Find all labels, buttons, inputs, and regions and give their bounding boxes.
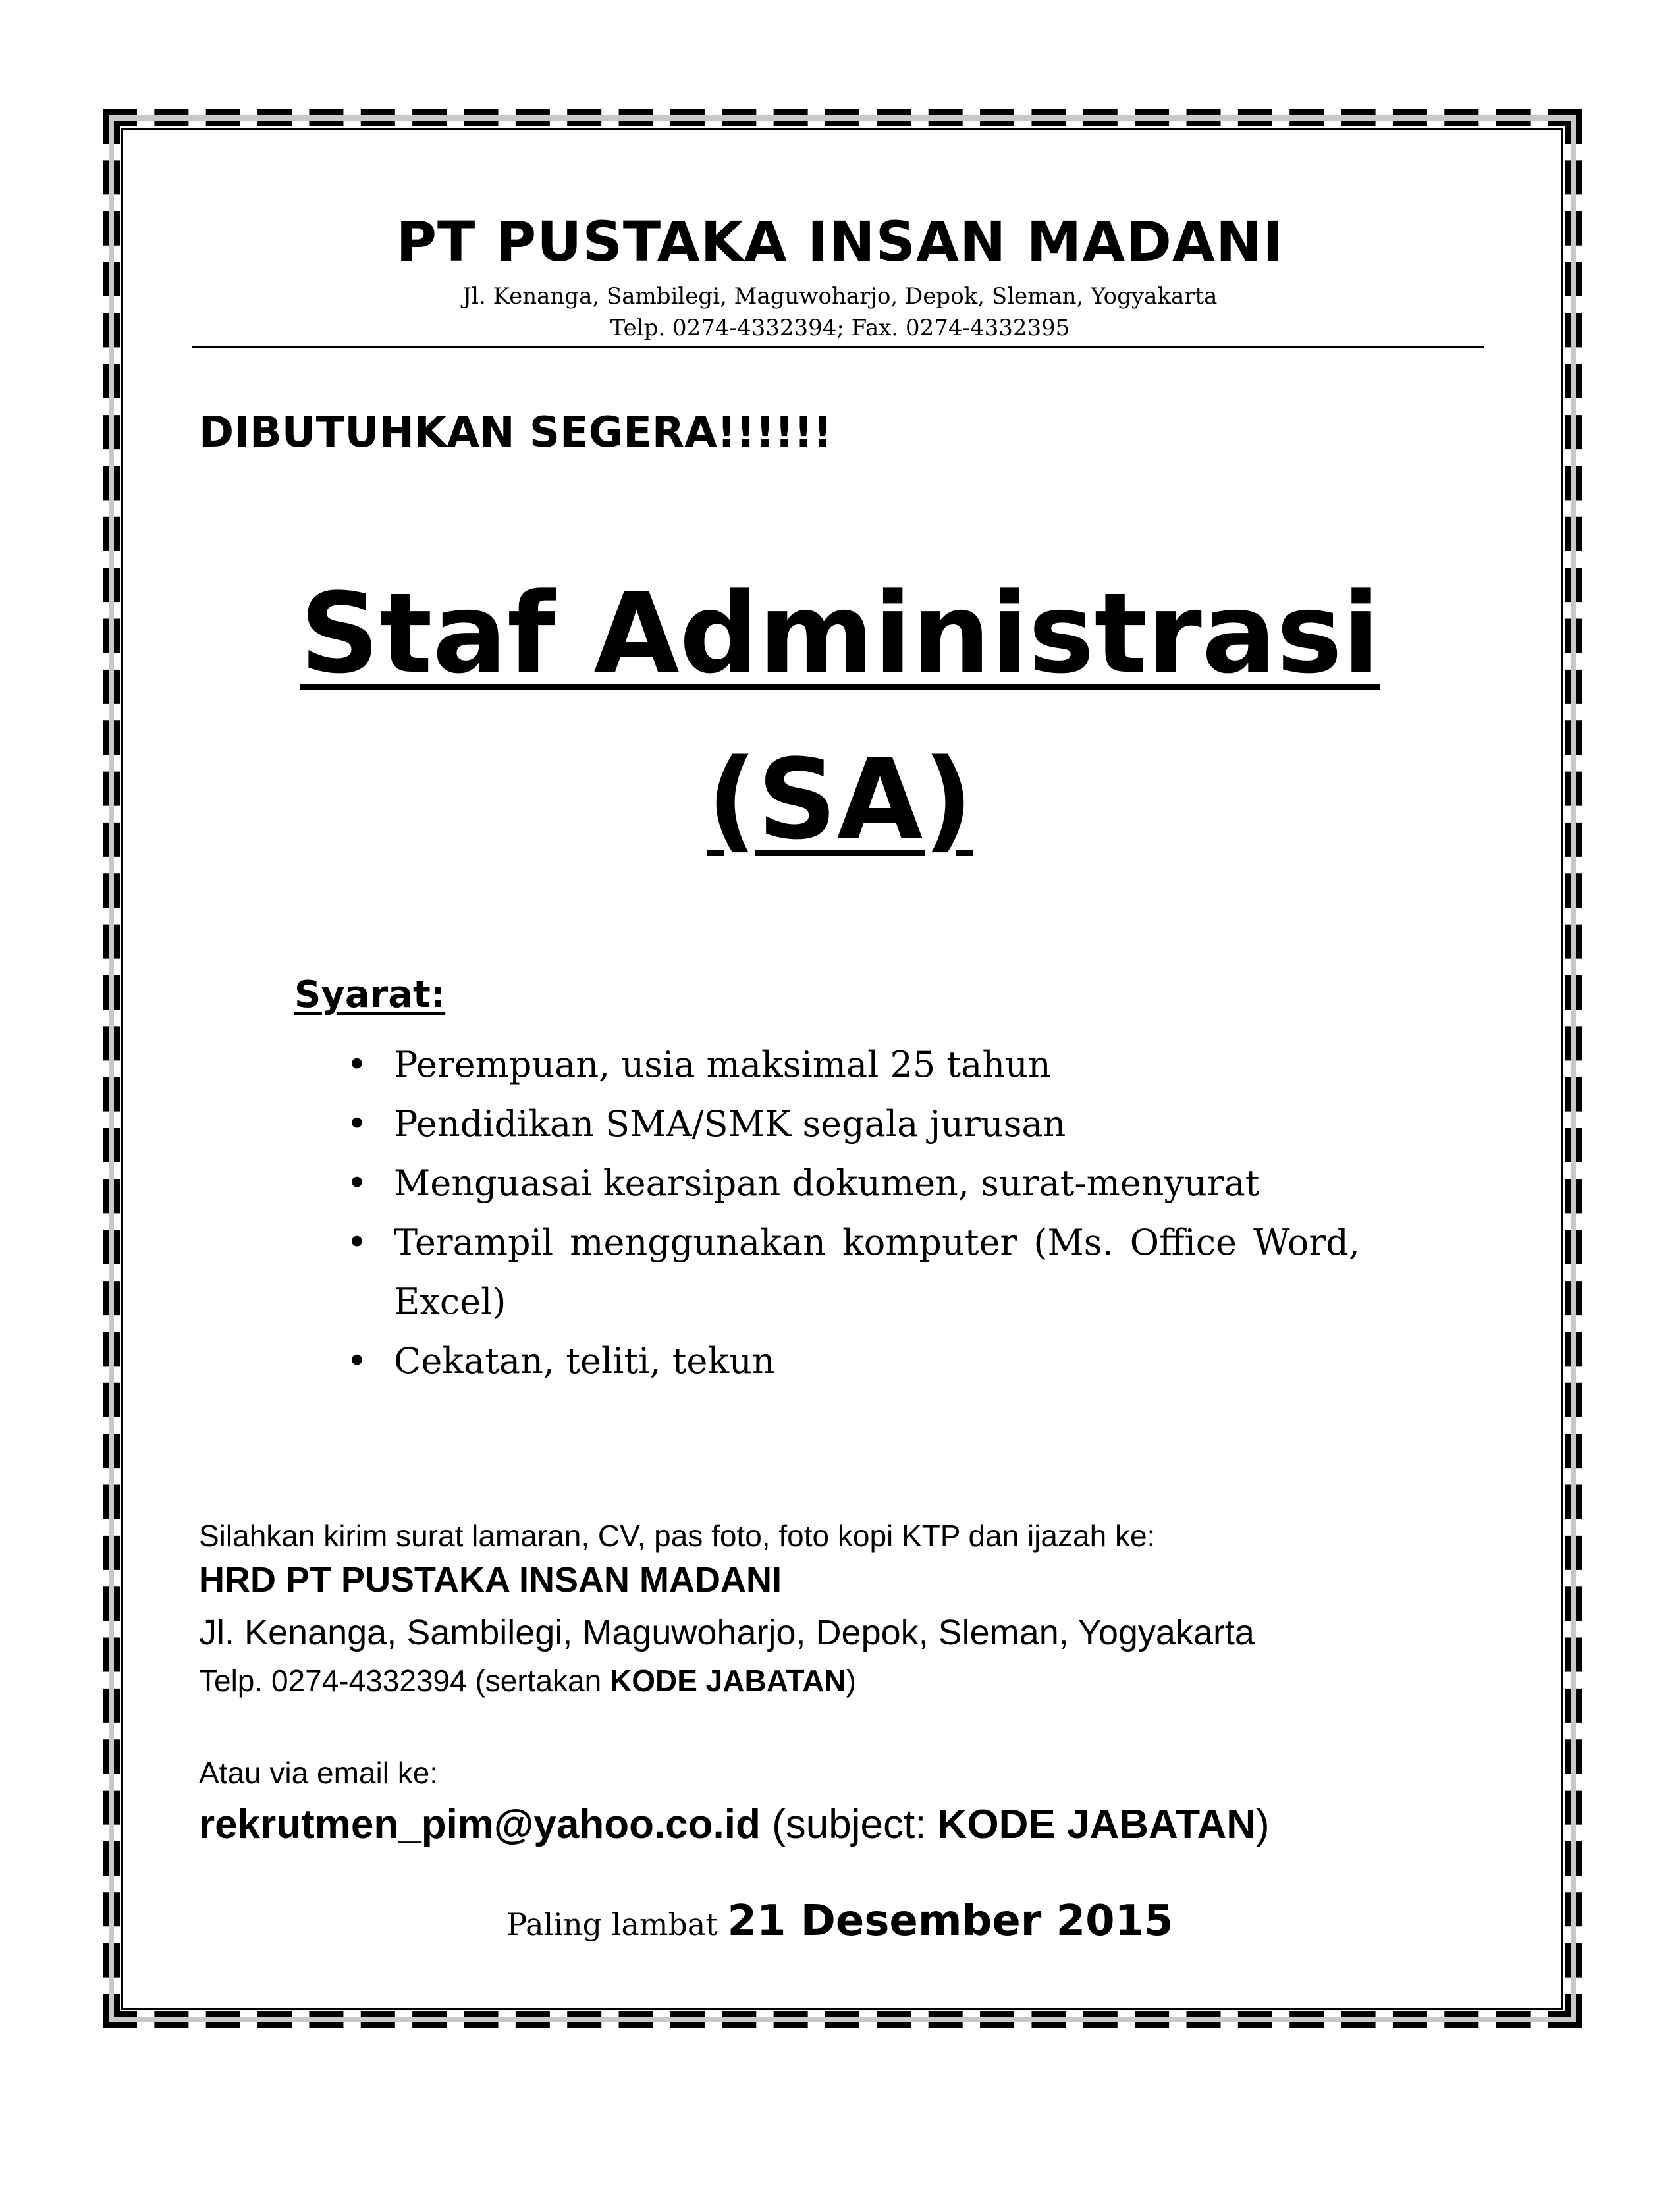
bullet-icon: •	[346, 1222, 367, 1263]
bullet-icon: •	[346, 1044, 367, 1085]
bullet-icon: •	[346, 1103, 367, 1145]
email-subject-prefix: (subject:	[760, 1802, 938, 1847]
requirement-item	[342, 1154, 1360, 1213]
requirements-heading: Syarat:	[294, 973, 446, 1016]
application-instruction: Silahkan kirim surat lamaran, CV, pas foto, foto kopi KTP dan ijazah ke:	[199, 1519, 1156, 1553]
position-title	[0, 569, 1680, 698]
requirement-text: Perempuan, usia maksimal 25 tahun	[394, 1044, 1051, 1085]
requirement-item	[342, 1035, 1360, 1095]
position-title-text: Staf Administrasi	[300, 569, 1380, 698]
deadline-prefix: Paling lambat	[506, 1907, 728, 1942]
requirement-text: Terampil menggunakan komputer (Ms. Office Word, Excel)	[394, 1222, 1360, 1322]
deadline-date: 21 Desember 2015	[727, 1897, 1174, 1945]
requirement-item	[342, 1332, 1360, 1391]
phone-prefix: Telp. 0274-4332394 (sertakan	[199, 1664, 610, 1698]
application-phone	[199, 1663, 856, 1698]
application-recipient: HRD PT PUSTAKA INSAN MADANI	[199, 1560, 782, 1600]
company-phone-fax: Telp. 0274-4332394; Fax. 0274-4332395	[610, 315, 1070, 341]
header-divider	[192, 346, 1484, 348]
requirements-list	[342, 1035, 1360, 1391]
requirement-text: Menguasai kearsipan dokumen, surat-menyurat	[394, 1162, 1260, 1204]
phone-job-code: KODE JABATAN	[610, 1664, 846, 1698]
position-code-text: (SA)	[707, 735, 973, 864]
email-subject-code: KODE JABATAN	[937, 1802, 1257, 1847]
position-code	[0, 735, 1680, 864]
email-subject-suffix: )	[1256, 1802, 1270, 1847]
requirement-item	[342, 1213, 1360, 1332]
company-name: PT PUSTAKA INSAN MADANI	[396, 209, 1284, 274]
email-line	[199, 1801, 1270, 1848]
requirement-item	[342, 1095, 1360, 1154]
email-address-link[interactable]: rekrutmen_pim@yahoo.co.id	[199, 1802, 761, 1847]
urgent-heading: DIBUTUHKAN SEGERA!!!!!!	[199, 408, 832, 457]
deadline	[0, 1897, 1680, 1945]
bullet-icon: •	[346, 1340, 367, 1382]
application-address: Jl. Kenanga, Sambilegi, Maguwoharjo, Depok, Sleman, Yogyakarta	[199, 1613, 1255, 1652]
email-intro: Atau via email ke:	[199, 1756, 439, 1790]
phone-suffix: )	[846, 1664, 856, 1698]
requirement-text: Pendidikan SMA/SMK segala jurusan	[394, 1103, 1066, 1145]
bullet-icon: •	[346, 1162, 367, 1204]
requirement-text: Cekatan, teliti, tekun	[394, 1340, 775, 1382]
company-address: Jl. Kenanga, Sambilegi, Maguwoharjo, Depok, Sleman, Yogyakarta	[462, 283, 1218, 310]
